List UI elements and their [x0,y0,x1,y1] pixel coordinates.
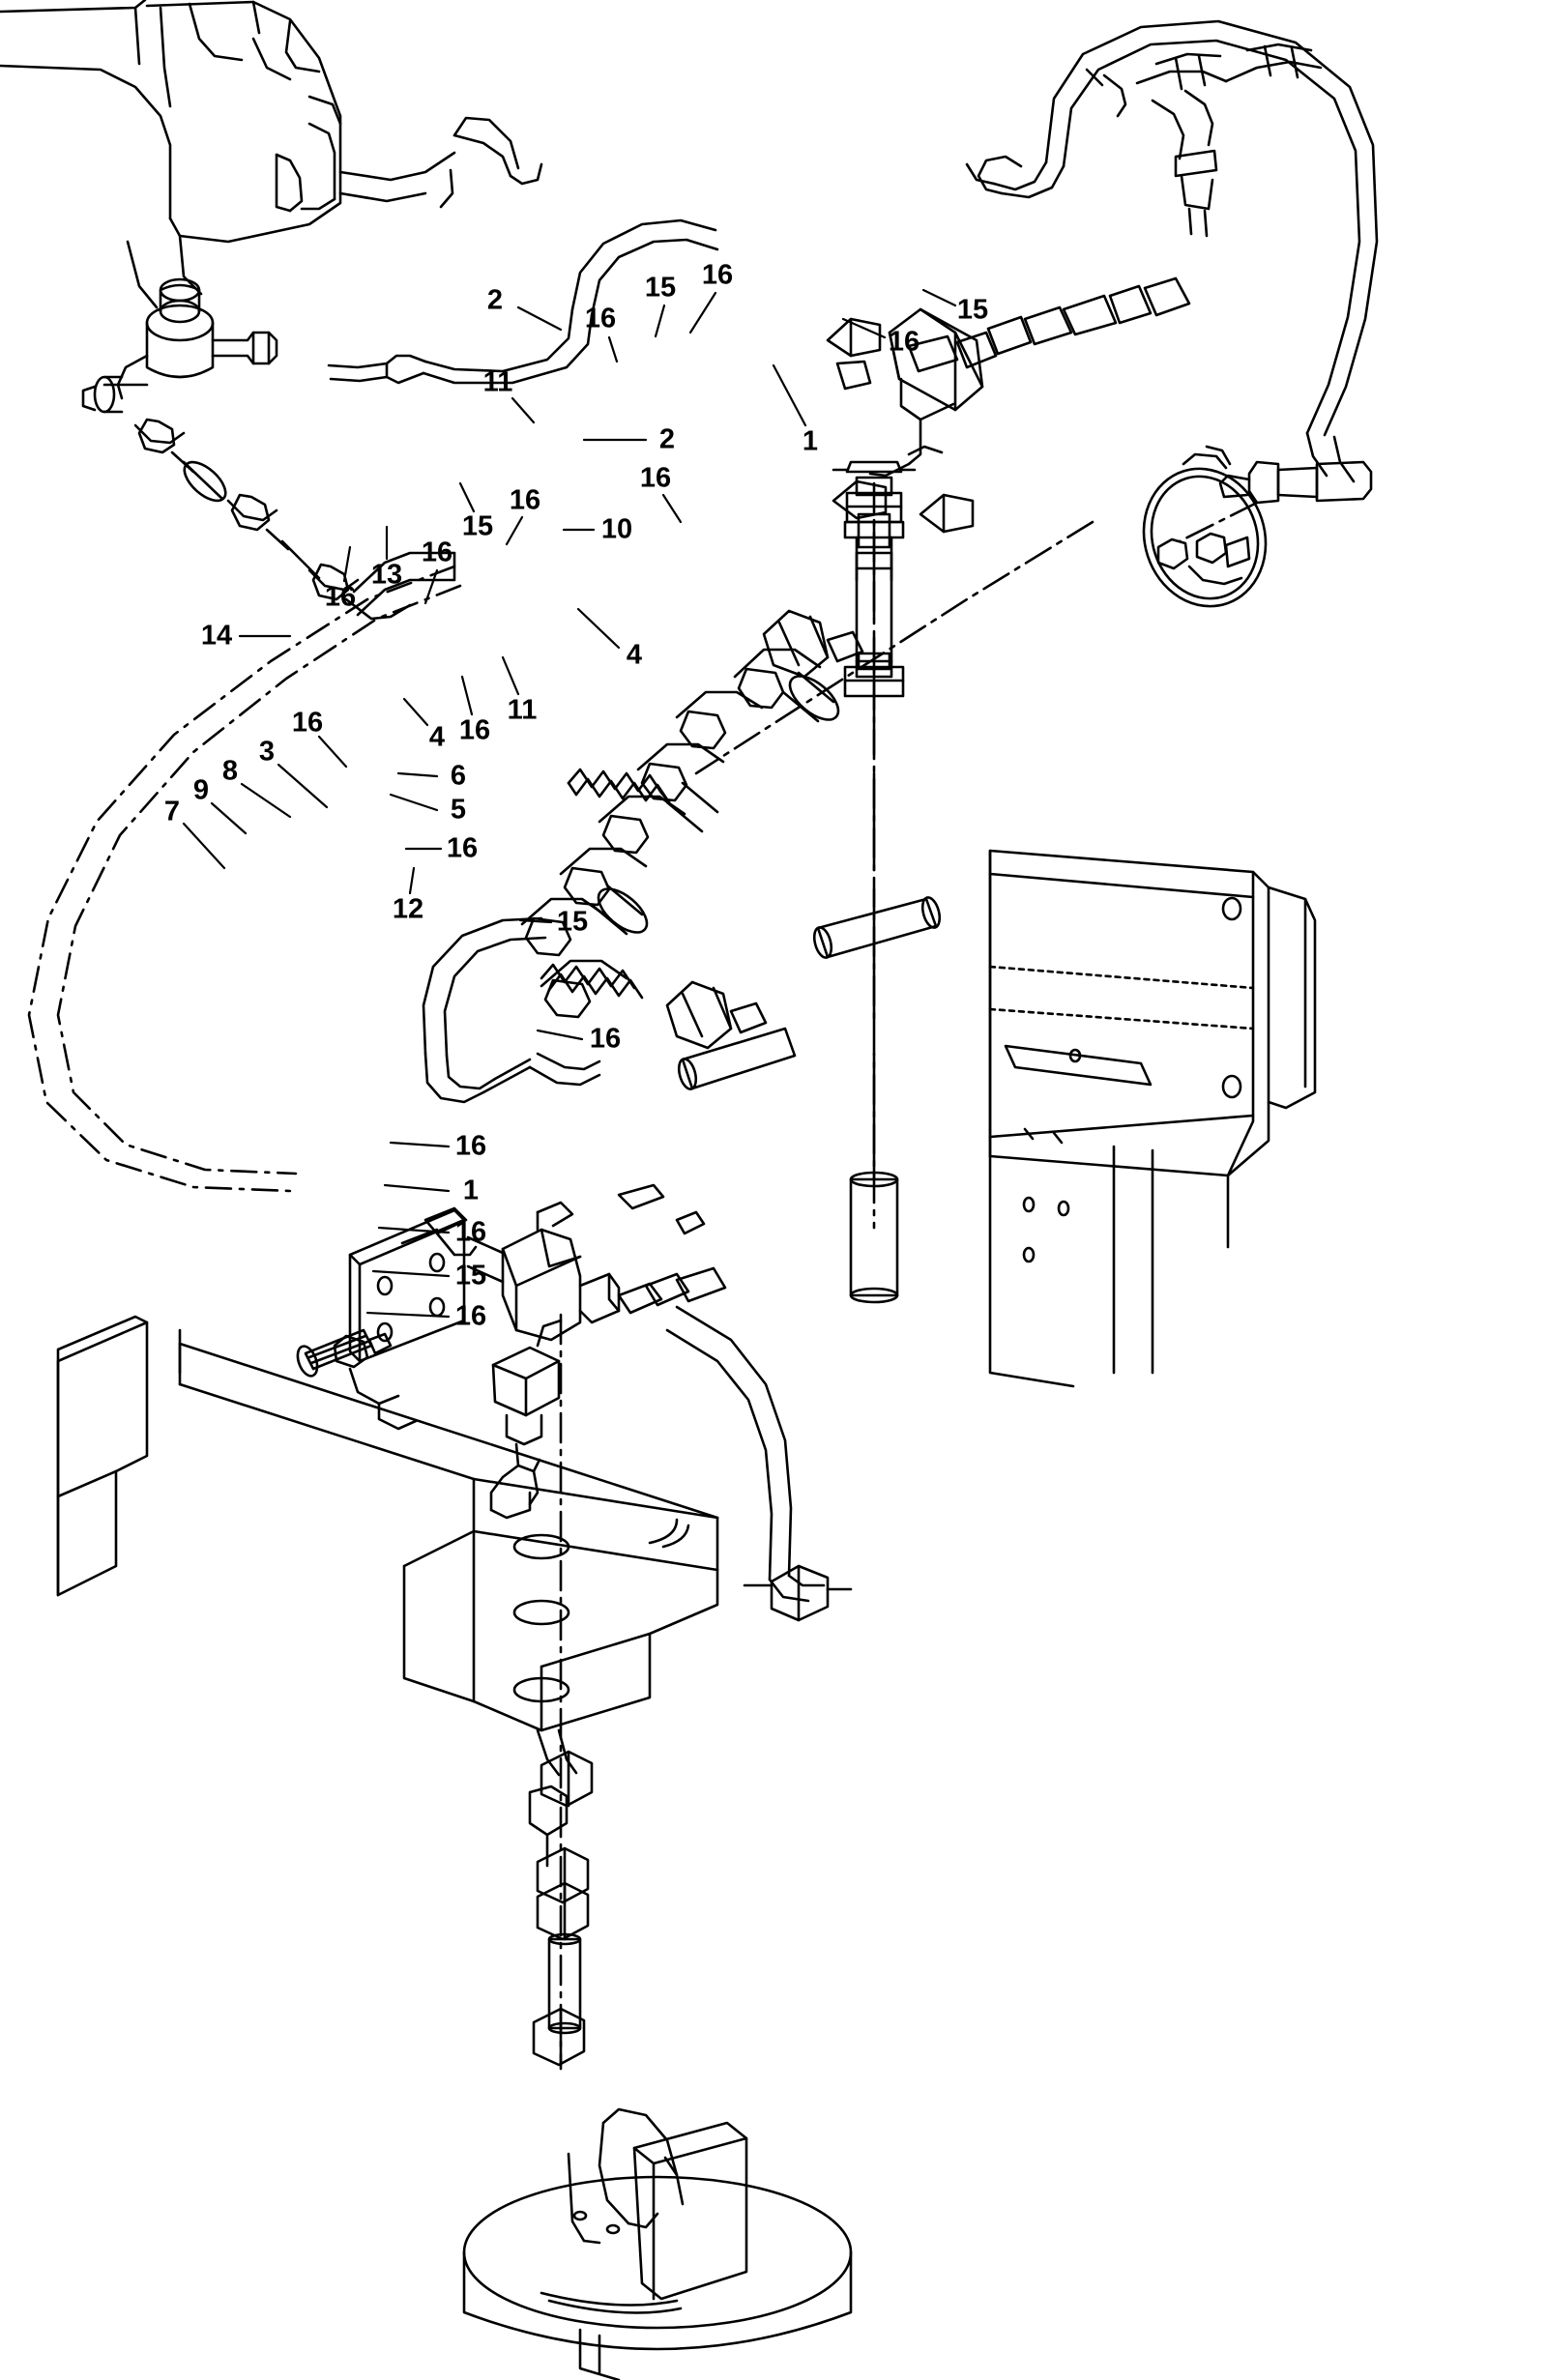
callout-16-f: 16 [421,537,453,568]
callout-1-lower: 1 [462,1175,480,1206]
left-fitting-chain [135,420,454,619]
callout-15-c: 15 [461,510,494,542]
callout-2-lower: 2 [658,423,676,455]
callout-15-e: 15 [454,1260,487,1292]
callout-1-upper: 1 [802,425,819,457]
callout-16-k: 16 [589,1023,622,1055]
left-long-hose [423,918,599,1102]
callout-2-upper: 2 [486,284,504,316]
right-body-detail [990,967,1253,1029]
callout-5: 5 [450,794,467,826]
right-hose-clamp-ring [1126,452,1283,622]
callout-15-d: 15 [556,906,589,938]
lower-center-hose [667,1307,824,1601]
callout-16-n: 16 [454,1300,487,1332]
right-lower-housing [990,851,1315,1386]
callout-13: 13 [370,559,403,591]
pipe-item-4-upper [811,895,943,959]
callout-10: 10 [600,513,633,545]
left-valve-block [83,279,277,412]
callout-15-a: 15 [644,272,677,304]
callout-16-g: 16 [324,581,357,613]
bottom-frame-clamp [744,1566,851,1620]
center-fitting-chain [522,650,846,1017]
callout-11-a: 11 [482,366,513,398]
callout-15-b: 15 [956,294,989,326]
callout-7: 7 [163,796,181,827]
callout-16-d: 16 [509,484,541,516]
callout-16-j: 16 [446,832,479,864]
callout-16-m: 16 [454,1216,487,1248]
callout-6: 6 [450,760,467,792]
coil-spring-lower [541,965,642,998]
lower-frame-beam [180,1344,717,1730]
callout-16-b: 16 [701,259,734,291]
callout-14: 14 [200,620,233,652]
center-solenoid [870,309,982,476]
callout-16-i: 16 [291,707,324,739]
callout-4-upper: 4 [626,639,643,671]
callout-16-c: 16 [888,326,920,358]
callout-11-b: 11 [507,694,538,726]
upper-right-hose-loop [967,21,1377,481]
callout-9: 9 [192,774,210,806]
upper-left-housing [0,0,541,307]
callout-16-e: 16 [639,462,672,494]
callout-8: 8 [221,755,239,787]
pipe-item-4-lower [676,1029,795,1091]
callout-3: 3 [258,736,276,768]
hardware-screws [294,1208,476,1429]
callout-4-lower: 4 [428,721,446,753]
callout-16-a: 16 [584,303,617,334]
bottom-round-base [464,2109,851,2380]
lower-left-panel [58,1317,180,1595]
callout-leaders [184,290,955,1317]
left-dash-hose [29,566,460,1191]
right-upper-fitting [1207,447,1371,503]
callout-12: 12 [392,893,424,925]
callout-16-l: 16 [454,1130,487,1162]
callout-16-h: 16 [458,714,491,746]
